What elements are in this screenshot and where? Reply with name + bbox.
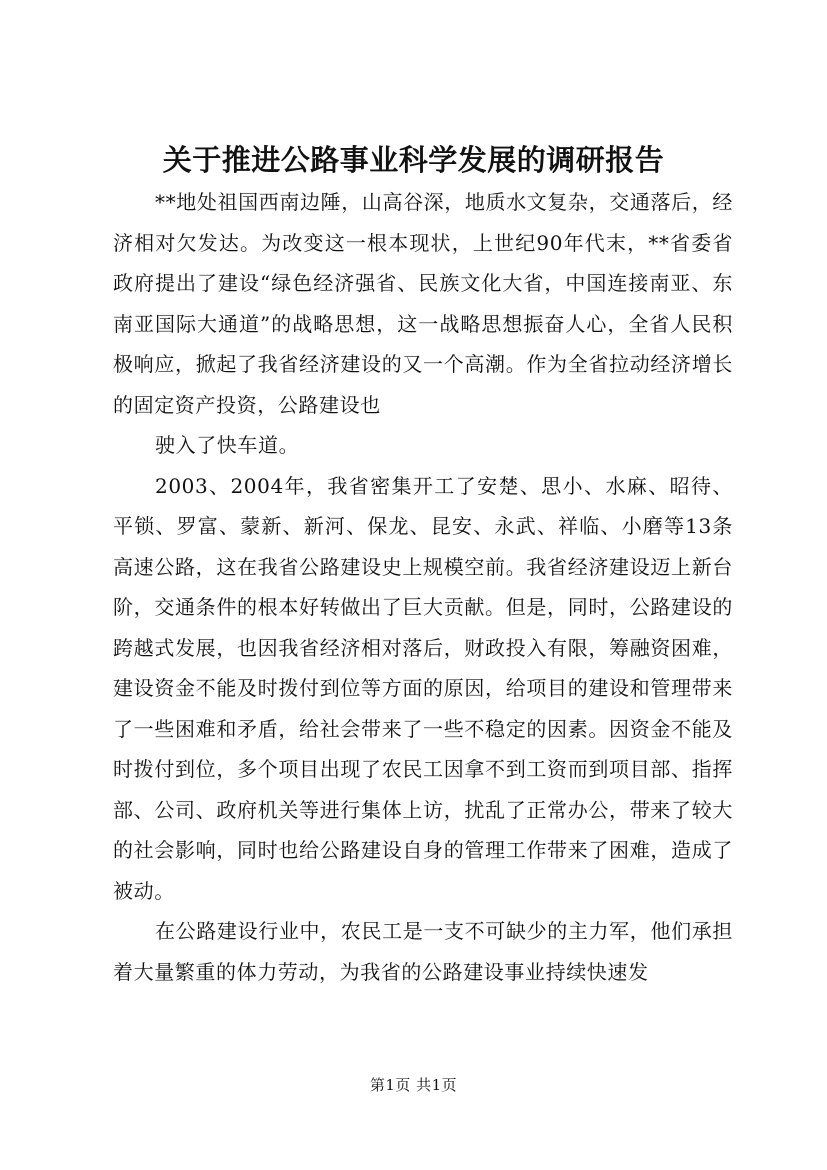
document-title: 关于推进公路事业科学发展的调研报告 [162, 143, 665, 177]
page-footer: 第1页 共1页 [369, 1076, 458, 1094]
paragraph: 2003、2004年，我省密集开工了安楚、思小、水麻、昭待、平锁、罗富、蒙新、新河、保龙、昆安、永武、祥临、小磨等13条高速公路，这在我省公路建设史上规模空前。我省经济建设迈上新台阶，交通条件的根本好转做出了巨大贡献。但是，同时，公路建设的跨越式发展，也因我省经济相对落后，财政投入有限，筹融资困难，建设资金不能及时拨付到位等方面的原因，给项目的建设和管理带来了一些困难和矛盾，给社会带来了一些不稳定的因素。因资金不能及时拨付到位，多个项目出现了农民工因拿不到工资而到项目部、指挥部、公司、政府机关等进行集体上访，扰乱了正常办公，带来了较大的社会影响，同时也给公路建设自身的管理工作带来了困难，造成了被动。 [113, 473, 733, 903]
document-body [113, 182, 733, 992]
paragraph: **地处祖国西南边陲，山高谷深，地质水文复杂，交通落后，经济相对欠发达。为改变这一根本现状，上世纪90年代末，**省委省政府提出了建设“绿色经济强省、民族文化大省，中国连接南亚、东南亚国际大通道”的战略思想，这一战略思想振奋人心，全省人民积极响应，掀起了我省经济建设的又一个高潮。作为全省拉动经济增长的固定资产投资，公路建设也 [113, 190, 733, 417]
paragraph: 在公路建设行业中，农民工是一支不可缺少的主力军，他们承担着大量繁重的体力劳动，为我省的公路建设事业持续快速发 [113, 919, 733, 984]
paragraph: 驶入了快车道。 [155, 433, 300, 457]
